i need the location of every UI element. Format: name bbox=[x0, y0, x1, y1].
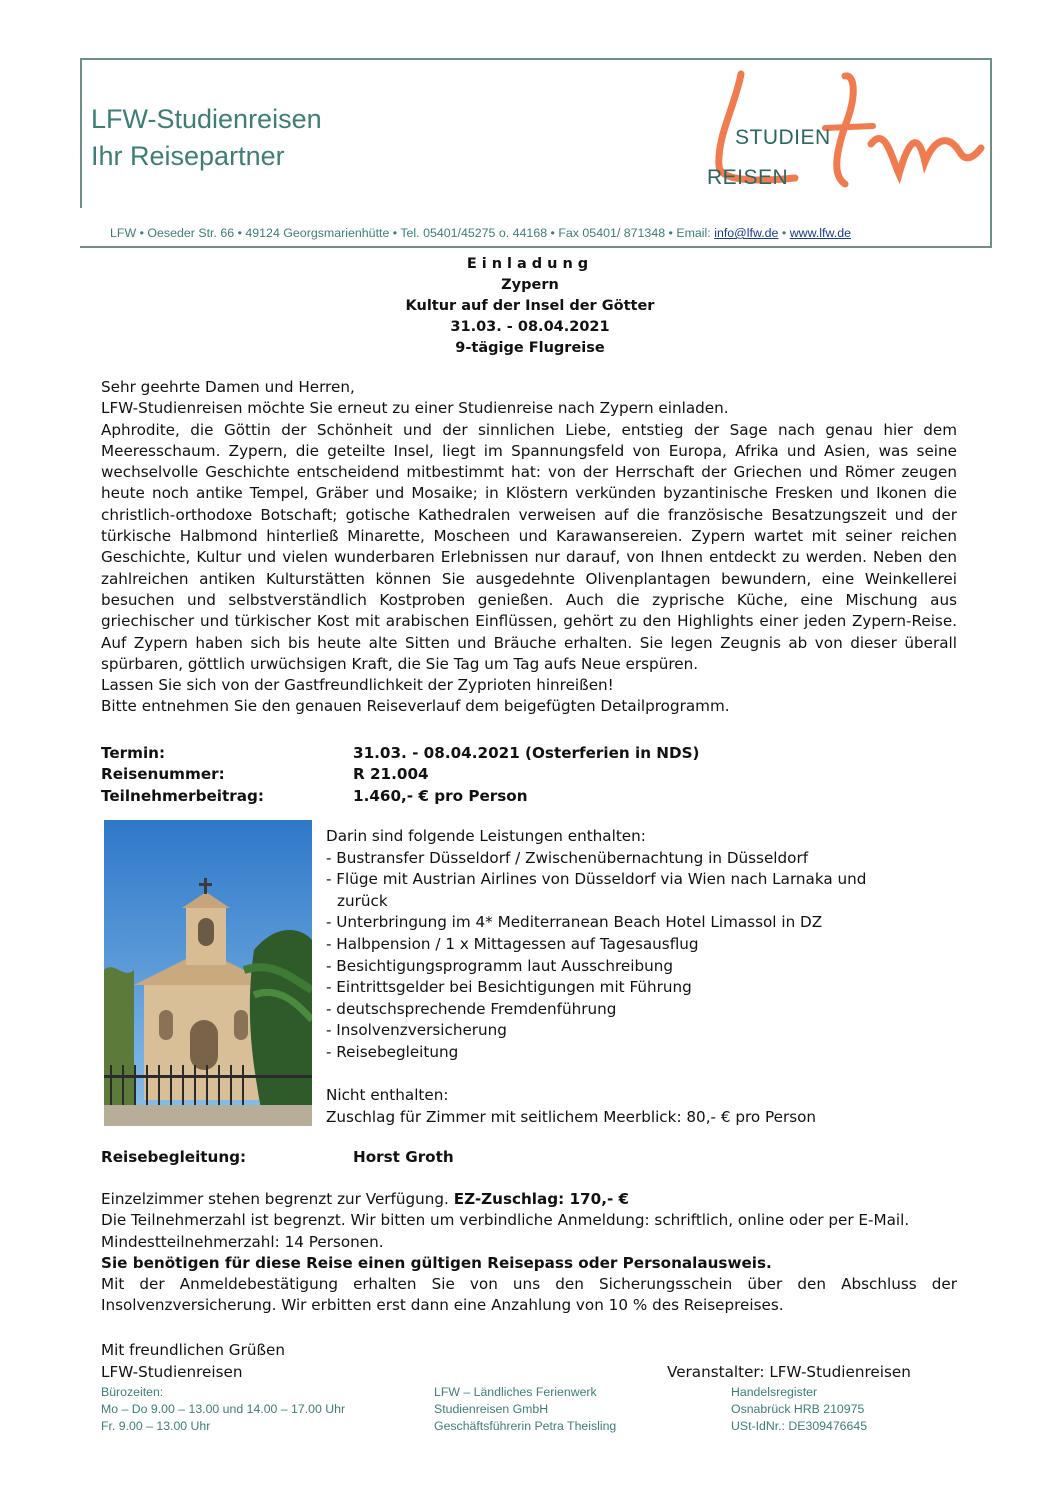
footer-line: Bürozeiten: bbox=[101, 1385, 164, 1399]
letterhead-bottom-border bbox=[80, 246, 992, 248]
footer-line: USt-IdNr.: DE309476645 bbox=[731, 1419, 868, 1433]
list-item: - Unterbringung im 4* Mediterranean Beach Hotel Limassol in DZ bbox=[326, 913, 823, 932]
heading-invitation: Einladung bbox=[466, 256, 594, 272]
included-services bbox=[326, 826, 946, 1128]
footer-registry bbox=[731, 1384, 867, 1435]
list-item: - Halbpension / 1 x Mittagessen auf Tagesausflug bbox=[326, 934, 699, 953]
registration-note: Die Teilnehmerzahl ist begrenzt. Wir bitten um verbindliche Anmeldung: schriftlich, online oder per E-Mail. bbox=[101, 1211, 910, 1230]
program-note: Bitte entnehmen Sie den genauen Reiseverlauf dem beigefügten Detailprogramm. bbox=[101, 697, 730, 716]
intro-sentence: LFW-Studienreisen möchte Sie erneut zu einer Studienreise nach Zypern einladen. bbox=[101, 399, 729, 418]
fact-value: 1.460,- € pro Person bbox=[353, 786, 528, 805]
closing-greeting: Mit freundlichen Grüßen bbox=[101, 1341, 285, 1359]
letterhead-top-border bbox=[80, 58, 992, 60]
list-item: - Besichtigungsprogramm laut Ausschreibung bbox=[326, 956, 674, 975]
logo-word-studien: STUDIEN bbox=[735, 126, 831, 149]
footer-company bbox=[434, 1384, 616, 1435]
closing bbox=[101, 1340, 957, 1383]
fact-key: Reisenummer: bbox=[101, 765, 225, 784]
footer-line: Handelsregister bbox=[731, 1385, 818, 1399]
list-item: - Flüge mit Austrian Airlines von Düsseldorf via Wien nach Larnaka und zurück bbox=[326, 870, 867, 910]
single-room-note bbox=[101, 1189, 957, 1210]
heading-trip-type: 9-tägige Flugreise bbox=[455, 340, 605, 356]
brand-name bbox=[91, 101, 322, 175]
passport-note: Sie benötigen für diese Reise einen gültigen Reisepass oder Personalausweis. bbox=[101, 1253, 772, 1272]
fact-value: R 21.004 bbox=[353, 765, 429, 784]
list-item: - Eintrittsgelder bei Besichtigungen mit Führung bbox=[326, 978, 692, 997]
contact-address: LFW • Oeseder Str. 66 • 49124 Georgsmarienhütte • Tel. 05401/45275 o. 44168 • Fax 05401/ 871348 • Email: bbox=[110, 226, 715, 240]
services-intro: Darin sind folgende Leistungen enthalten: bbox=[326, 827, 646, 845]
heading-subtitle: Kultur auf der Insel der Götter bbox=[405, 298, 655, 314]
list-item: - deutschsprechende Fremdenführung bbox=[326, 999, 617, 1018]
fact-key: Teilnehmerbeitrag: bbox=[101, 786, 264, 805]
lfw-logo bbox=[695, 66, 987, 194]
excluded-item: Zuschlag für Zimmer mit seitlichem Meerblick: 80,- € pro Person bbox=[326, 1107, 817, 1126]
heading-destination: Zypern bbox=[501, 277, 559, 293]
closing-organizer: Veranstalter: LFW-Studienreisen bbox=[667, 1362, 911, 1381]
main-paragraph: Aphrodite, die Göttin der Schönheit und der sinnlichen Liebe, entstieg der Sage nach genau hier dem Meeresschaum. Zypern, die geteilte Insel, liegt im Spannungsfeld von Europa, Afrika und Asien, was seine wechselvolle Geschichte entscheidend mitbestimmt hat: von der Herrschaft der Griechen und Römer zeugen heute noch antike Tempel, Gräber und Mosaike; in Klöstern verkünden byzantinische Fresken und Ikonen die christlich-orthodoxe Botschaft; gotische Kathedralen verweisen auf die französische Besatzungszeit und der türkische Halbmond hinterließ Minarette, Moscheen und Karawansereien. Zypern wartet mit seiner reichen Geschichte, Kultur und vielen wunderbaren Erlebnissen nur darauf, von Ihnen entdeckt zu werden. Neben den zahlreichen antiken Kulturstätten können Sie ausgedehnte Olivenplantagen bewundern, eine Weinkellerei besuchen und selbstverständlich Kostproben genießen. Auch die zyprische Küche, eine Mischung aus griechischer und türkischer Kost mit arabischen Einflüssen, gehört zu den Highlights einer jeden Zypern-Reise. Auf Zypern haben sich bis heute alte Sitten und Bräuche erhalten. Sie legen Zeugnis ab von dieser überall spürbaren, göttlich urwüchsigen Kraft, die Sie Tag um Tag aufs Neue erspüren. bbox=[101, 420, 957, 673]
brand-line-1: LFW-Studienreisen bbox=[91, 104, 322, 134]
footer-line: Fr. 9.00 – 13.00 Uhr bbox=[101, 1419, 211, 1433]
letterhead-right-border bbox=[990, 58, 992, 248]
footer-line: LFW – Ländliches Ferienwerk bbox=[434, 1385, 597, 1399]
tour-guide bbox=[101, 1148, 601, 1170]
fact-value: 31.03. - 08.04.2021 (Osterferien in NDS) bbox=[353, 744, 700, 762]
trip-facts bbox=[101, 743, 961, 807]
services-list bbox=[326, 848, 946, 1064]
closing-sender: LFW-Studienreisen bbox=[101, 1362, 243, 1381]
footer-office-hours bbox=[101, 1384, 345, 1435]
footer-line: Osnabrück HRB 210975 bbox=[731, 1402, 865, 1416]
list-item: - Insolvenzversicherung bbox=[326, 1021, 507, 1040]
letterhead-left-border bbox=[80, 58, 82, 208]
guide-label: Reisebegleitung: bbox=[101, 1148, 247, 1166]
insurance-note: Mit der Anmeldebestätigung erhalten Sie von uns den Sicherungsschein über den Abschluss der Insolvenzversicherung. Wir erbitten erst dann eine Anzahlung von 10 % des Reisepreises. bbox=[101, 1275, 957, 1315]
salutation: Sehr geehrte Damen und Herren, bbox=[101, 378, 355, 396]
booking-notes bbox=[101, 1189, 957, 1317]
church-image-icon bbox=[104, 820, 312, 1126]
single-room-fee: EZ-Zuschlag: 170,- € bbox=[453, 1190, 630, 1208]
footer-line: Studienreisen GmbH bbox=[434, 1402, 549, 1416]
fact-row-price bbox=[101, 786, 961, 807]
heading-dates: 31.03. - 08.04.2021 bbox=[450, 319, 610, 335]
contact-line bbox=[110, 226, 851, 240]
invitation-heading bbox=[330, 254, 730, 359]
footer-line: Mo – Do 9.00 – 13.00 und 14.00 – 17.00 Uhr bbox=[101, 1402, 346, 1416]
fact-row-trip-number bbox=[101, 764, 961, 785]
letterhead bbox=[80, 58, 992, 248]
logo-word-reisen: REISEN bbox=[707, 166, 789, 189]
website-link[interactable]: www.lfw.de bbox=[789, 226, 851, 240]
list-item: - Reisebegleitung bbox=[326, 1042, 459, 1061]
min-participants-note: Mindestteilnehmerzahl: 14 Personen. bbox=[101, 1232, 384, 1251]
excluded-label: Nicht enthalten: bbox=[326, 1086, 449, 1105]
fact-row-date bbox=[101, 743, 961, 764]
single-room-text: Einzelzimmer stehen begrenzt zur Verfügung. bbox=[101, 1190, 454, 1208]
footer-line: Geschäftsführerin Petra Theisling bbox=[434, 1419, 617, 1433]
hospitality-sentence: Lassen Sie sich von der Gastfreundlichkeit der Zyprioten hinreißen! bbox=[101, 676, 614, 695]
brand-line-2: Ihr Reisepartner bbox=[91, 141, 285, 171]
contact-separator: • bbox=[778, 226, 790, 240]
email-link[interactable]: info@lfw.de bbox=[714, 226, 779, 240]
letter-body bbox=[101, 377, 957, 718]
fact-key: Termin: bbox=[101, 744, 166, 762]
guide-name: Horst Groth bbox=[353, 1148, 454, 1166]
church-photo bbox=[104, 820, 312, 1126]
list-item: - Bustransfer Düsseldorf / Zwischenübernachtung in Düsseldorf bbox=[326, 848, 809, 867]
